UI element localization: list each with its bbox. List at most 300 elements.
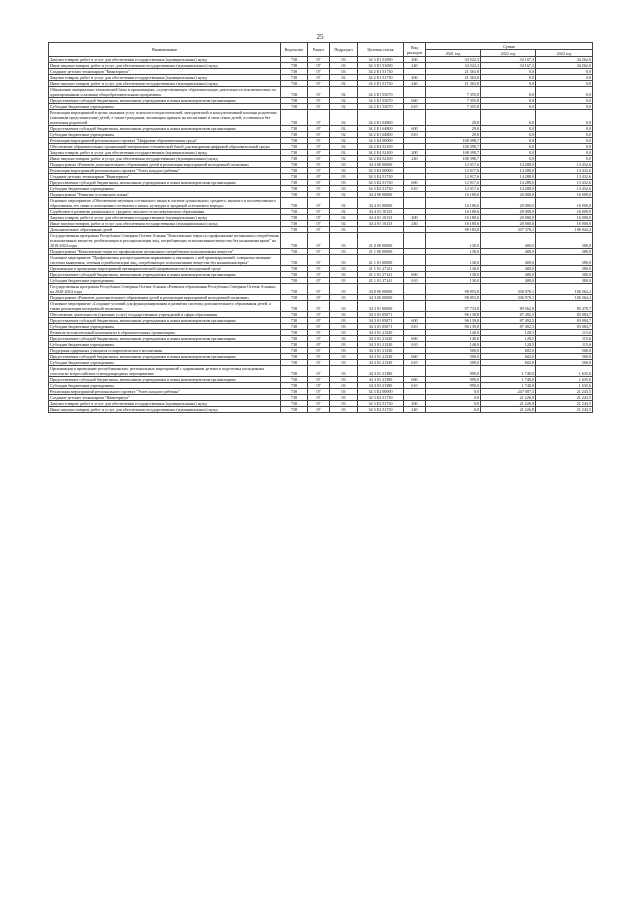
cell-2022: 20 000,0: [481, 221, 536, 227]
cell-2023: 16 000,0: [536, 209, 593, 215]
cell-ved: 738: [281, 324, 308, 330]
cell-2022: 336 970,1: [481, 295, 536, 301]
header-razdel: Раздел: [308, 43, 330, 57]
cell-ved: 738: [281, 104, 308, 110]
cell-type: 600: [404, 318, 426, 324]
cell-2022: 400,0: [481, 278, 536, 284]
cell-razdel: 07: [308, 57, 330, 63]
cell-name: Закупка товаров, работ и услуг для обеспечения государственных (муниципальных) нужд: [49, 75, 281, 81]
cell-name: Создание детских технопарков "Кванториум": [49, 174, 281, 180]
cell-article: 34 3 01 05071: [358, 318, 404, 324]
cell-2023: 21 243,5: [536, 389, 593, 395]
cell-2022: 21 226,8: [481, 395, 536, 401]
cell-name: Предоставление субсидий бюджетным, автономным учреждениям и иным некоммерческим организациям: [49, 98, 281, 104]
cell-razdel: 07: [308, 221, 330, 227]
cell-article: 34 3 Е2 51730: [358, 180, 404, 186]
cell-name: Закупка товаров, работ и услуг для обеспечения государственных (муниципальных) нужд: [49, 57, 281, 63]
cell-2022: 0,0: [481, 98, 536, 104]
cell-type: 240: [404, 81, 426, 87]
table-row: [49, 110, 593, 126]
cell-type: 610: [404, 278, 426, 284]
cell-2021: 98 053,8: [426, 295, 481, 301]
cell-2022: 128,5: [481, 330, 536, 336]
cell-2022: 0,0: [481, 138, 536, 144]
cell-2022: 14 288,0: [481, 174, 536, 180]
cell-2023: 0,0: [536, 126, 593, 132]
cell-razdel: 07: [308, 63, 330, 69]
cell-razdel: 07: [308, 348, 330, 354]
cell-ved: 738: [281, 233, 308, 249]
cell-article: 34 3 Е2 00000: [358, 389, 404, 395]
cell-type: 240: [404, 407, 426, 413]
cell-2021: 108 398,7: [426, 150, 481, 156]
cell-2023: 115,6: [536, 342, 593, 348]
cell-name: Субсидии бюджетным учреждениям: [49, 383, 281, 389]
cell-podrazdel: 02: [330, 126, 358, 132]
cell-name: Субсидии бюджетным учреждениям: [49, 360, 281, 366]
cell-ved: 738: [281, 336, 308, 342]
cell-article: 34 3 01 21330: [358, 360, 404, 366]
cell-name: Предоставление субсидий бюджетным, автономным учреждениям и иным некоммерческим организациям: [49, 377, 281, 383]
cell-2023: 1 635,6: [536, 377, 593, 383]
cell-2023: 16 000,0: [536, 192, 593, 198]
cell-2021: 7 355,8: [426, 87, 481, 98]
cell-ved: 738: [281, 69, 308, 75]
cell-ved: 738: [281, 312, 308, 318]
cell-podrazdel: 03: [330, 162, 358, 168]
cell-podrazdel: 02: [330, 209, 358, 215]
cell-2021: 500,0: [426, 360, 481, 366]
cell-2023: 568,8: [536, 354, 593, 360]
cell-type: [404, 366, 426, 377]
cell-article: 34 2 Е4 52100: [358, 150, 404, 156]
cell-name: Субсидии бюджетным учреждениям: [49, 278, 281, 284]
cell-article: 34 3 Е2 51730: [358, 186, 404, 192]
cell-article: 34 3 Е2 51730: [358, 407, 404, 413]
cell-ved: 738: [281, 278, 308, 284]
cell-2022: 20 000,0: [481, 209, 536, 215]
cell-type: [404, 284, 426, 295]
cell-article: 34 3 Е1 51690: [358, 63, 404, 69]
cell-name: Основное мероприятие «Обеспечение изучения осетинского языка в системе дошкольного, среднего, высшего и послевузовского образования, его связи в пополнении осетинского языка, культуры и традиций осетинского народа»: [49, 198, 281, 209]
cell-2021: 130,0: [426, 266, 481, 272]
cell-razdel: 07: [308, 255, 330, 266]
cell-2021: 16 180,6: [426, 192, 481, 198]
cell-ved: 738: [281, 57, 308, 63]
cell-2022: 0,0: [481, 104, 536, 110]
cell-2023: 0,0: [536, 87, 593, 98]
cell-razdel: 07: [308, 104, 330, 110]
cell-ved: 738: [281, 150, 308, 156]
cell-2021: 130,0: [426, 255, 481, 266]
cell-name: Субсидии бюджетным учреждениям: [49, 342, 281, 348]
cell-2021: 34 522,3: [426, 57, 481, 63]
cell-name: Реализация мероприятий регионального проекта "Успех каждого ребенка": [49, 389, 281, 395]
cell-2022: 247 007,3: [481, 389, 536, 395]
table-row: [49, 301, 593, 312]
cell-name: Организация и проведение республиканских, региональных мероприятий с одаренными детьми и подготовка молодежных участия во всероссийских и международных мероприятиях: [49, 366, 281, 377]
cell-podrazdel: 03: [330, 295, 358, 301]
cell-ved: 738: [281, 209, 308, 215]
cell-podrazdel: 02: [330, 87, 358, 98]
cell-2023: 83 084,7: [536, 318, 593, 324]
cell-article: 34 3 01 21320: [358, 342, 404, 348]
cell-name: Иные закупки товаров, работ и услуг для обеспечения государственных (муниципальных) нужд: [49, 156, 281, 162]
cell-2022: 1 740,0: [481, 383, 536, 389]
cell-ved: 738: [281, 284, 308, 295]
cell-podrazdel: 03: [330, 401, 358, 407]
cell-name: Иные закупки товаров, работ и услуг для обеспечения государственных (муниципальных) нужд: [49, 221, 281, 227]
cell-podrazdel: 03: [330, 249, 358, 255]
cell-ved: 738: [281, 162, 308, 168]
cell-type: [404, 198, 426, 209]
cell-2022: 34 167,3: [481, 63, 536, 69]
cell-2022: 400,0: [481, 272, 536, 278]
cell-ved: 738: [281, 360, 308, 366]
cell-type: 200: [404, 401, 426, 407]
cell-2021: 16 180,6: [426, 209, 481, 215]
cell-razdel: 07: [308, 295, 330, 301]
cell-podrazdel: 02: [330, 104, 358, 110]
header-2021: 2021 год: [426, 50, 481, 57]
cell-name: Реализация мероприятий в целях оказания услуг психолого-педагогической, методической и консультативной помощи родителям (законным представителям) детей, а также гражданам, желающим принять на воспитание в свои семьи детей, оставшихся без попечения родителей: [49, 110, 281, 126]
cell-podrazdel: 02: [330, 110, 358, 126]
cell-name: Реализация мероприятий регионального проекта "Успех каждого ребенка": [49, 168, 281, 174]
cell-podrazdel: 03: [330, 301, 358, 312]
cell-name: Поддержка одаренных учащихся и патриотического воспитания: [49, 348, 281, 354]
cell-article: 34 2 Е1 51730: [358, 69, 404, 75]
cell-article: 34 2 Е1 64800: [358, 110, 404, 126]
cell-type: [404, 87, 426, 98]
cell-2023: 0,0: [536, 69, 593, 75]
cell-2022: 87 492,5: [481, 312, 536, 318]
cell-2023: 380,0: [536, 249, 593, 255]
cell-razdel: 07: [308, 81, 330, 87]
cell-podrazdel: 03: [330, 342, 358, 348]
cell-type: 200: [404, 75, 426, 81]
cell-razdel: 07: [308, 174, 330, 180]
cell-type: [404, 110, 426, 126]
cell-article: 34 3 Е2 00000: [358, 168, 404, 174]
cell-article: 34 3 Е2 51730: [358, 395, 404, 401]
cell-razdel: 07: [308, 156, 330, 162]
cell-razdel: 07: [308, 366, 330, 377]
cell-razdel: 07: [308, 301, 330, 312]
cell-ved: 738: [281, 87, 308, 98]
cell-ved: 738: [281, 249, 308, 255]
cell-2023: 380,0: [536, 255, 593, 266]
cell-podrazdel: 03: [330, 174, 358, 180]
cell-ved: 738: [281, 266, 308, 272]
cell-article: 34 3 01 21380: [358, 377, 404, 383]
cell-2022: 87 492,5: [481, 324, 536, 330]
table-row: [49, 284, 593, 295]
cell-razdel: 07: [308, 233, 330, 249]
cell-razdel: 07: [308, 272, 330, 278]
cell-article: 34 2 Е1 53070: [358, 104, 404, 110]
cell-2023: 83 084,7: [536, 312, 593, 318]
cell-2022: 400,0: [481, 249, 536, 255]
cell-podrazdel: 03: [330, 366, 358, 377]
cell-razdel: 07: [308, 98, 330, 104]
cell-article: 34 4 00 00000: [358, 192, 404, 198]
cell-2022: 0,0: [481, 144, 536, 150]
cell-ved: 738: [281, 110, 308, 126]
cell-type: 200: [404, 215, 426, 221]
cell-2021: 34 522,3: [426, 63, 481, 69]
cell-razdel: 07: [308, 162, 330, 168]
cell-podrazdel: 03: [330, 57, 358, 63]
cell-2022: 0,0: [481, 69, 536, 75]
cell-article: 34 3 01 05071: [358, 312, 404, 318]
cell-2022: 602,0: [481, 360, 536, 366]
cell-2023: 0,0: [536, 156, 593, 162]
cell-name: Создание детских технопарков "Кванториум": [49, 69, 281, 75]
cell-razdel: 07: [308, 312, 330, 318]
cell-article: 21 1 01 00000: [358, 255, 404, 266]
cell-article: 34 3 00 00000: [358, 295, 404, 301]
cell-2022: 0,0: [481, 87, 536, 98]
cell-name: Закупка товаров, работ и услуг для обеспечения государственных (муниципальных) нужд: [49, 215, 281, 221]
cell-type: 600: [404, 180, 426, 186]
cell-2021: 990,0: [426, 383, 481, 389]
cell-name: Организация и проведение мероприятий антинаркотической направленности в молодежной среде: [49, 266, 281, 272]
cell-razdel: 07: [308, 87, 330, 98]
cell-podrazdel: 03: [330, 324, 358, 330]
cell-razdel: 07: [308, 75, 330, 81]
cell-podrazdel: 03: [330, 186, 358, 192]
cell-2021: 108 398,7: [426, 156, 481, 162]
cell-article: 34 3 01 21320: [358, 336, 404, 342]
cell-razdel: 07: [308, 215, 330, 221]
cell-2023: 380,0: [536, 233, 593, 249]
cell-2023: 21 243,5: [536, 395, 593, 401]
cell-2023: 106 944,2: [536, 227, 593, 233]
cell-razdel: 07: [308, 407, 330, 413]
cell-type: 610: [404, 324, 426, 330]
cell-2023: 34 262,0: [536, 63, 593, 69]
cell-2021: 16 180,6: [426, 215, 481, 221]
cell-2023: 85 470,7: [536, 301, 593, 312]
cell-razdel: 07: [308, 198, 330, 209]
cell-razdel: 07: [308, 110, 330, 126]
cell-2022: 602,0: [481, 354, 536, 360]
cell-2021: 108 398,7: [426, 138, 481, 144]
cell-type: 610: [404, 383, 426, 389]
cell-name: Дополнительное образование детей: [49, 227, 281, 233]
header-2023: 2023 год: [536, 50, 593, 57]
cell-2023: 13 432,6: [536, 180, 593, 186]
cell-ved: 738: [281, 174, 308, 180]
cell-podrazdel: 03: [330, 318, 358, 324]
cell-2023: 1 635,6: [536, 383, 593, 389]
cell-2021: 12 017,6: [426, 162, 481, 168]
cell-2021: 21 363,8: [426, 75, 481, 81]
cell-2021: 0,0: [426, 389, 481, 395]
cell-ved: 738: [281, 168, 308, 174]
cell-ved: 738: [281, 255, 308, 266]
cell-2021: 130,0: [426, 272, 481, 278]
cell-2021: 12 017,6: [426, 180, 481, 186]
cell-article: 34 2 Е4 52100: [358, 144, 404, 150]
cell-2022: 34 167,3: [481, 57, 536, 63]
cell-podrazdel: 02: [330, 150, 358, 156]
cell-podrazdel: 03: [330, 395, 358, 401]
cell-podrazdel: 03: [330, 354, 358, 360]
cell-2022: 0,0: [481, 75, 536, 81]
cell-name: Обновление материально-технической базы в организациях, осуществляющих образовательную деятельность исключительно по адаптированным основным общеобразовательным программам: [49, 87, 281, 98]
cell-article: 34 3 01 21320: [358, 330, 404, 336]
cell-ved: 738: [281, 98, 308, 104]
cell-article: 34 4 01 00000: [358, 198, 404, 209]
cell-ved: 738: [281, 366, 308, 377]
cell-ved: 738: [281, 180, 308, 186]
cell-2022: 602,0: [481, 348, 536, 354]
cell-name: Подпрограмма "Комплексные меры по профилактике незаконного потребления психоактивных веществ": [49, 249, 281, 255]
cell-article: 21 1 01 27141: [358, 266, 404, 272]
cell-article: 21 1 01 27141: [358, 272, 404, 278]
cell-2023: 16 000,0: [536, 221, 593, 227]
cell-razdel: 07: [308, 360, 330, 366]
cell-name: Предоставление субсидий бюджетным, автономным учреждениям и иным некоммерческим организациям: [49, 336, 281, 342]
cell-name: Закупка товаров, работ и услуг для обеспечения государственных (муниципальных) нужд: [49, 401, 281, 407]
cell-2023: 0,0: [536, 132, 593, 138]
cell-type: 600: [404, 98, 426, 104]
cell-article: 34 2 Е1 53070: [358, 98, 404, 104]
cell-2021: 0,0: [426, 401, 481, 407]
header-sum: Сумма: [426, 43, 593, 50]
cell-podrazdel: 03: [330, 336, 358, 342]
cell-podrazdel: 02: [330, 221, 358, 227]
cell-ved: 738: [281, 318, 308, 324]
cell-2023: 380,0: [536, 272, 593, 278]
cell-article: 34 3 00 00000: [358, 162, 404, 168]
cell-podrazdel: 03: [330, 233, 358, 249]
cell-name: Предоставление субсидий бюджетным, автономным учреждениям и иным некоммерческим организациям: [49, 354, 281, 360]
cell-article: 34 2 Е1 64800: [358, 126, 404, 132]
cell-podrazdel: 03: [330, 284, 358, 295]
cell-2023: 106 564,2: [536, 284, 593, 295]
cell-razdel: 07: [308, 278, 330, 284]
cell-2022: 14 288,0: [481, 180, 536, 186]
cell-ved: 738: [281, 144, 308, 150]
cell-podrazdel: 03: [330, 180, 358, 186]
table-row: [49, 87, 593, 98]
cell-razdel: 07: [308, 336, 330, 342]
cell-ved: 738: [281, 348, 308, 354]
cell-name: Субсидии бюджетным учреждениям: [49, 132, 281, 138]
cell-podrazdel: 02: [330, 192, 358, 198]
cell-2023: 568,8: [536, 348, 593, 354]
cell-type: 610: [404, 132, 426, 138]
cell-article: 34 3 01 21330: [358, 348, 404, 354]
cell-ved: 738: [281, 192, 308, 198]
cell-podrazdel: 02: [330, 75, 358, 81]
cell-name: Основное мероприятие "Профилактика распространения наркомании и связанных с ней правонарушений, совершенствование системы выявления, лечения и реабилитации лиц, потребляющих психоактивные вещества без назначения врача": [49, 255, 281, 266]
cell-ved: 738: [281, 132, 308, 138]
cell-type: 610: [404, 186, 426, 192]
cell-name: Реализация мероприятий регионального проекта "Цифровая образовательная среда": [49, 138, 281, 144]
cell-razdel: 07: [308, 227, 330, 233]
cell-2021: 29,8: [426, 126, 481, 132]
cell-2022: 21 226,8: [481, 407, 536, 413]
cell-2023: 568,8: [536, 360, 593, 366]
cell-podrazdel: 02: [330, 144, 358, 150]
cell-2023: 0,0: [536, 81, 593, 87]
cell-2022: 400,0: [481, 233, 536, 249]
cell-article: 21 1 01 27141: [358, 278, 404, 284]
cell-podrazdel: 03: [330, 255, 358, 266]
cell-2021: 12 017,6: [426, 174, 481, 180]
cell-2023: 83 084,7: [536, 324, 593, 330]
cell-name: Предоставление субсидий бюджетным, автономным учреждениям и иным некоммерческим организациям: [49, 272, 281, 278]
cell-podrazdel: 03: [330, 377, 358, 383]
table-header: [49, 43, 593, 57]
cell-2021: 16 180,6: [426, 198, 481, 209]
cell-razdel: 07: [308, 284, 330, 295]
cell-2021: 500,0: [426, 348, 481, 354]
cell-2021: 98 183,8: [426, 227, 481, 233]
cell-2021: 130,0: [426, 278, 481, 284]
cell-2023: 106 564,2: [536, 295, 593, 301]
cell-2022: 0,0: [481, 156, 536, 162]
cell-ved: 738: [281, 354, 308, 360]
cell-razdel: 07: [308, 186, 330, 192]
cell-name: Подпрограмма "Развитие осетинского языка": [49, 192, 281, 198]
header-name: Наименование: [49, 43, 281, 57]
cell-ved: 738: [281, 330, 308, 336]
cell-podrazdel: 03: [330, 278, 358, 284]
cell-podrazdel: 02: [330, 98, 358, 104]
cell-2022: 14 288,0: [481, 186, 536, 192]
cell-2023: 13 432,6: [536, 174, 593, 180]
cell-podrazdel: 03: [330, 383, 358, 389]
cell-name: Государственная программа Республики Северная Осетия-Алания «Развитие образования Республики Северная Осетия-Алания» на 2020-2024 годы: [49, 284, 281, 295]
cell-type: 600: [404, 377, 426, 383]
cell-name: Иные закупки товаров, работ и услуг для обеспечения государственных (муниципальных) нужд: [49, 407, 281, 413]
cell-2022: 20 000,0: [481, 215, 536, 221]
cell-article: 34 3 01 05071: [358, 324, 404, 330]
cell-name: Содействие в развитии дошкольного, среднего, высшего и послевузовского образования: [49, 209, 281, 215]
cell-ved: 738: [281, 301, 308, 312]
cell-razdel: 07: [308, 209, 330, 215]
cell-2023: 0,0: [536, 98, 593, 104]
cell-type: [404, 233, 426, 249]
cell-2021: 7 355,8: [426, 98, 481, 104]
cell-2021: 140,0: [426, 330, 481, 336]
cell-podrazdel: 03: [330, 348, 358, 354]
cell-2021: 29,8: [426, 132, 481, 138]
cell-razdel: 07: [308, 168, 330, 174]
table-body: [49, 57, 593, 413]
cell-ved: 738: [281, 215, 308, 221]
cell-podrazdel: 03: [330, 168, 358, 174]
cell-razdel: 07: [308, 69, 330, 75]
cell-ved: 738: [281, 198, 308, 209]
cell-name: Предоставление субсидий бюджетным, автономным учреждениям и иным некоммерческим организациям: [49, 318, 281, 324]
cell-2023: 34 262,0: [536, 57, 593, 63]
page-number: 25: [316, 33, 324, 41]
cell-2021: 96 139,8: [426, 318, 481, 324]
cell-2022: 14 288,0: [481, 162, 536, 168]
cell-podrazdel: 03: [330, 389, 358, 395]
cell-article: 34 3 Е1 51690: [358, 57, 404, 63]
table-row: [49, 233, 593, 249]
cell-ved: 738: [281, 401, 308, 407]
cell-type: [404, 255, 426, 266]
cell-razdel: 07: [308, 132, 330, 138]
cell-razdel: 07: [308, 395, 330, 401]
